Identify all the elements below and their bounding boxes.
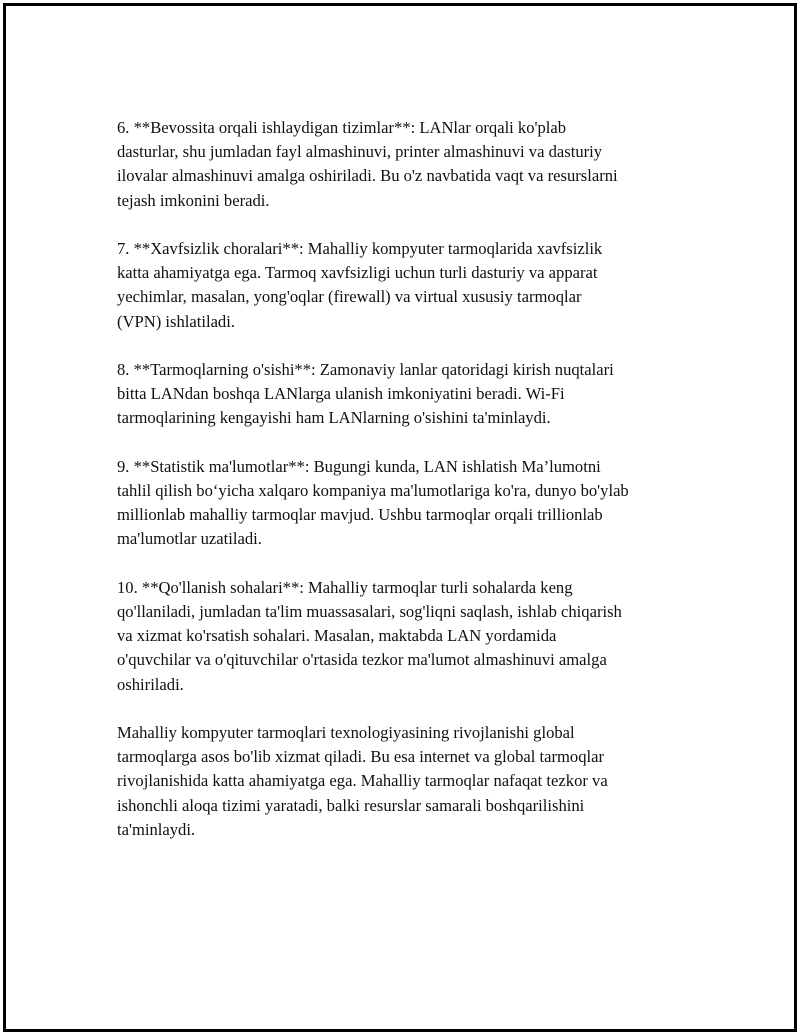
text-line: millionlab mahalliy tarmoqlar mavjud. Ushbu tarmoqlar orqali trillionlab xyxy=(117,505,603,525)
paragraph-item-6 xyxy=(117,116,697,213)
paragraph-conclusion xyxy=(117,721,697,842)
text-line: 10. **Qo'llanish sohalari**: Mahalliy tarmoqlar turli sohalarda keng xyxy=(117,577,573,597)
text-line: bitta LANdan boshqa LANlarga ulanish imkoniyatini beradi. Wi-Fi xyxy=(117,384,565,404)
document-body xyxy=(117,116,697,866)
text-line: ishonchli aloqa tizimi yaratadi, balki resurslar samarali boshqarilishini xyxy=(117,795,585,815)
text-line: ta'minlaydi. xyxy=(117,819,196,839)
text-line: qo'llaniladi, jumladan ta'lim muassasalari, sog'liqni saqlash, ishlab chiqarish xyxy=(117,602,622,621)
text-line: 7. **Xavfsizlik choralari**: Mahalliy kompyuter tarmoqlarida xavfsizlik xyxy=(117,239,603,258)
text-line: katta ahamiyatga ega. Tarmoq xavfsizligi uchun turli dasturiy va apparat xyxy=(117,263,598,283)
text-line: 9. **Statistik ma'lumotlar**: Bugungi kunda, LAN ishlatish Ma’lumotni xyxy=(117,456,601,476)
text-line: yechimlar, masalan, yong'oqlar (firewall) va virtual xususiy tarmoqlar xyxy=(117,287,582,307)
paragraph-item-8 xyxy=(117,358,697,431)
text-line: va xizmat ko'rsatish sohalari. Masalan, maktabda LAN yordamida xyxy=(117,626,557,646)
paragraph-item-10 xyxy=(117,576,697,697)
text-line: tahlil qilish bo‘yicha xalqaro kompaniya ma'lumotlariga ko'ra, dunyo bo'ylab xyxy=(117,481,629,500)
text-line: dasturlar, shu jumladan fayl almashinuvi, printer almashinuvi va dasturiy xyxy=(117,142,603,162)
text-line: oshiriladi. xyxy=(117,674,184,694)
paragraph-item-7 xyxy=(117,237,697,334)
text-line: 6. **Bevossita orqali ishlaydigan tizimlar**: LANlar orqali ko'plab xyxy=(117,118,567,137)
text-line: rivojlanishida katta ahamiyatga ega. Mahalliy tarmoqlar nafaqat tezkor va xyxy=(117,771,608,791)
text-line: tarmoqlarining kengayishi ham LANlarning o'sishini ta'minlaydi. xyxy=(117,408,551,428)
text-line: o'quvchilar va o'qituvchilar o'rtasida tezkor ma'lumot almashinuvi amalga xyxy=(117,650,607,670)
text-line: 8. **Tarmoqlarning o'sishi**: Zamonaviy lanlar qatoridagi kirish nuqtalari xyxy=(117,360,614,379)
text-line: ilovalar almashinuvi amalga oshiriladi. Bu o'z navbatida vaqt va resurslarni xyxy=(117,166,618,186)
text-line: ma'lumotlar uzatiladi. xyxy=(117,529,262,549)
text-line: Mahalliy kompyuter tarmoqlari texnologiyasining rivojlanishi global xyxy=(117,723,575,742)
text-line: tejash imkonini beradi. xyxy=(117,190,270,210)
text-line: tarmoqlarga asos bo'lib xizmat qiladi. Bu esa internet va global tarmoqlar xyxy=(117,747,604,767)
paragraph-item-9 xyxy=(117,455,697,552)
text-line: (VPN) ishlatiladi. xyxy=(117,311,235,331)
